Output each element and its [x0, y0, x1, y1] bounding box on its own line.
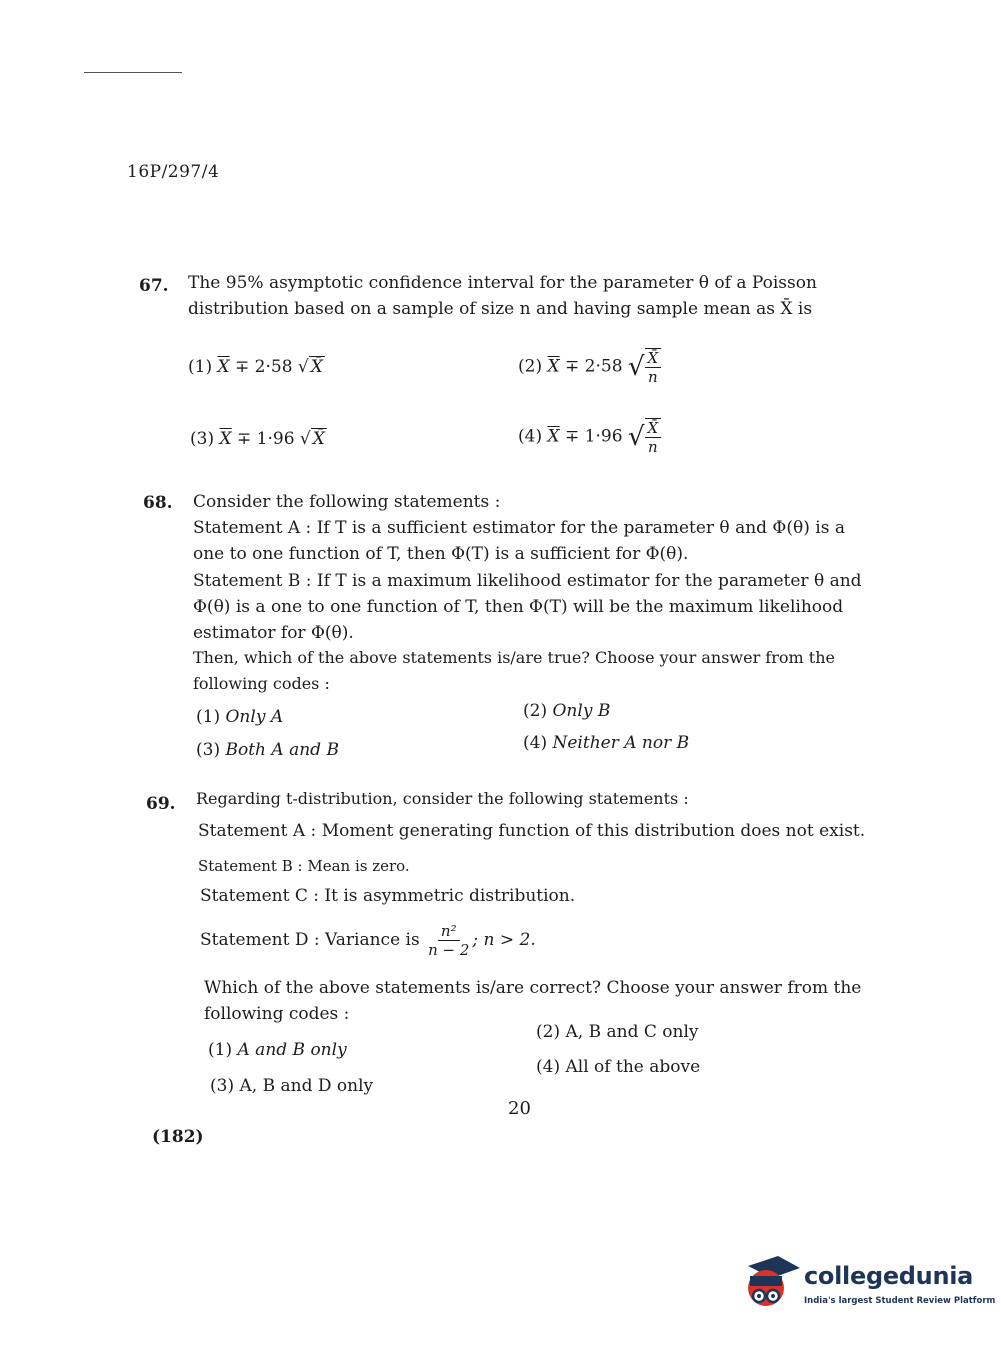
collegedunia-mascot-icon — [742, 1252, 804, 1314]
q69-statement-b: Statement B : Mean is zero. — [198, 857, 410, 875]
page-number: 20 — [508, 1098, 531, 1119]
q68-intro: Consider the following statements : — [193, 492, 501, 512]
q69-statement-d: Statement D : Variance is $\frac{\text{n²}}{n - 2}$ ; n > 2. — [200, 922, 536, 959]
q68-question: Then, which of the above statements is/are true? Choose your answer from the following codes : — [193, 648, 835, 693]
q69-number: 69. — [146, 794, 176, 814]
paper-code: 16P/297/4 — [127, 162, 220, 182]
q69-option-2[interactable]: (2) A, B and C only — [536, 1022, 699, 1042]
q67-option-4[interactable]: (4) $\overline{X} \mp 1\cdot 96$ √ $\frac{X̄}{n}$ — [518, 418, 661, 456]
q69-statement-a: Statement A : Moment generating function of this distribution does not exist. — [198, 821, 866, 841]
collegedunia-logo-text: collegedunia — [804, 1262, 974, 1290]
q68-option-3[interactable]: (3) Both A and B — [196, 740, 339, 760]
collegedunia-tagline: India's largest Student Review Platform — [804, 1296, 996, 1306]
q68-statement-a: Statement A : If T is a sufficient estimator for the parameter θ and Φ(θ) is a one to one function of T, then Φ(T) is a sufficient for Φ(θ). — [193, 518, 845, 564]
q69-question: Which of the above statements is/are correct? Choose your answer from the following codes : — [204, 978, 862, 1024]
q68-number: 68. — [143, 493, 173, 513]
q68-option-2[interactable]: (2) Only B — [523, 701, 611, 721]
q68-statement-b: Statement B : If T is a maximum likelihood estimator for the parameter θ and Φ(θ) is a one to one function of T, then Φ(T) will be the maximum likelihood estimator for Φ(θ). — [193, 571, 862, 643]
q67-text: The 95% asymptotic confidence interval for the parameter θ of a Poisson distribution based on a sample of size n and having sample mean as X̄ is — [188, 273, 817, 319]
q69-statement-c: Statement C : It is asymmetric distribution. — [200, 886, 576, 906]
q68-option-4[interactable]: (4) Neither A nor B — [523, 733, 690, 753]
q69-intro: Regarding t-distribution, consider the following statements : — [196, 789, 689, 808]
sheet-code: (182) — [152, 1127, 204, 1147]
q67-option-3[interactable]: (3) $\overline{X} \mp 1\cdot 96$ √ X̄ — [190, 429, 325, 449]
q69-option-4[interactable]: (4) All of the above — [536, 1057, 701, 1077]
q68-option-1[interactable]: (1) Only A — [196, 707, 284, 727]
q69-option-1[interactable]: (1) A and B only — [208, 1040, 347, 1060]
q69-option-3[interactable]: (3) A, B and D only — [210, 1076, 374, 1096]
q67-option-1[interactable]: (1) $\overline{X} \mp 2\cdot 58$ √ X̄ — [188, 357, 323, 377]
top-rule — [84, 72, 182, 73]
q67-number: 67. — [139, 276, 169, 296]
q67-option-2[interactable]: (2) $\overline{X} \mp 2\cdot 58$ √ $\frac{X̄}{n}$ — [518, 348, 661, 386]
